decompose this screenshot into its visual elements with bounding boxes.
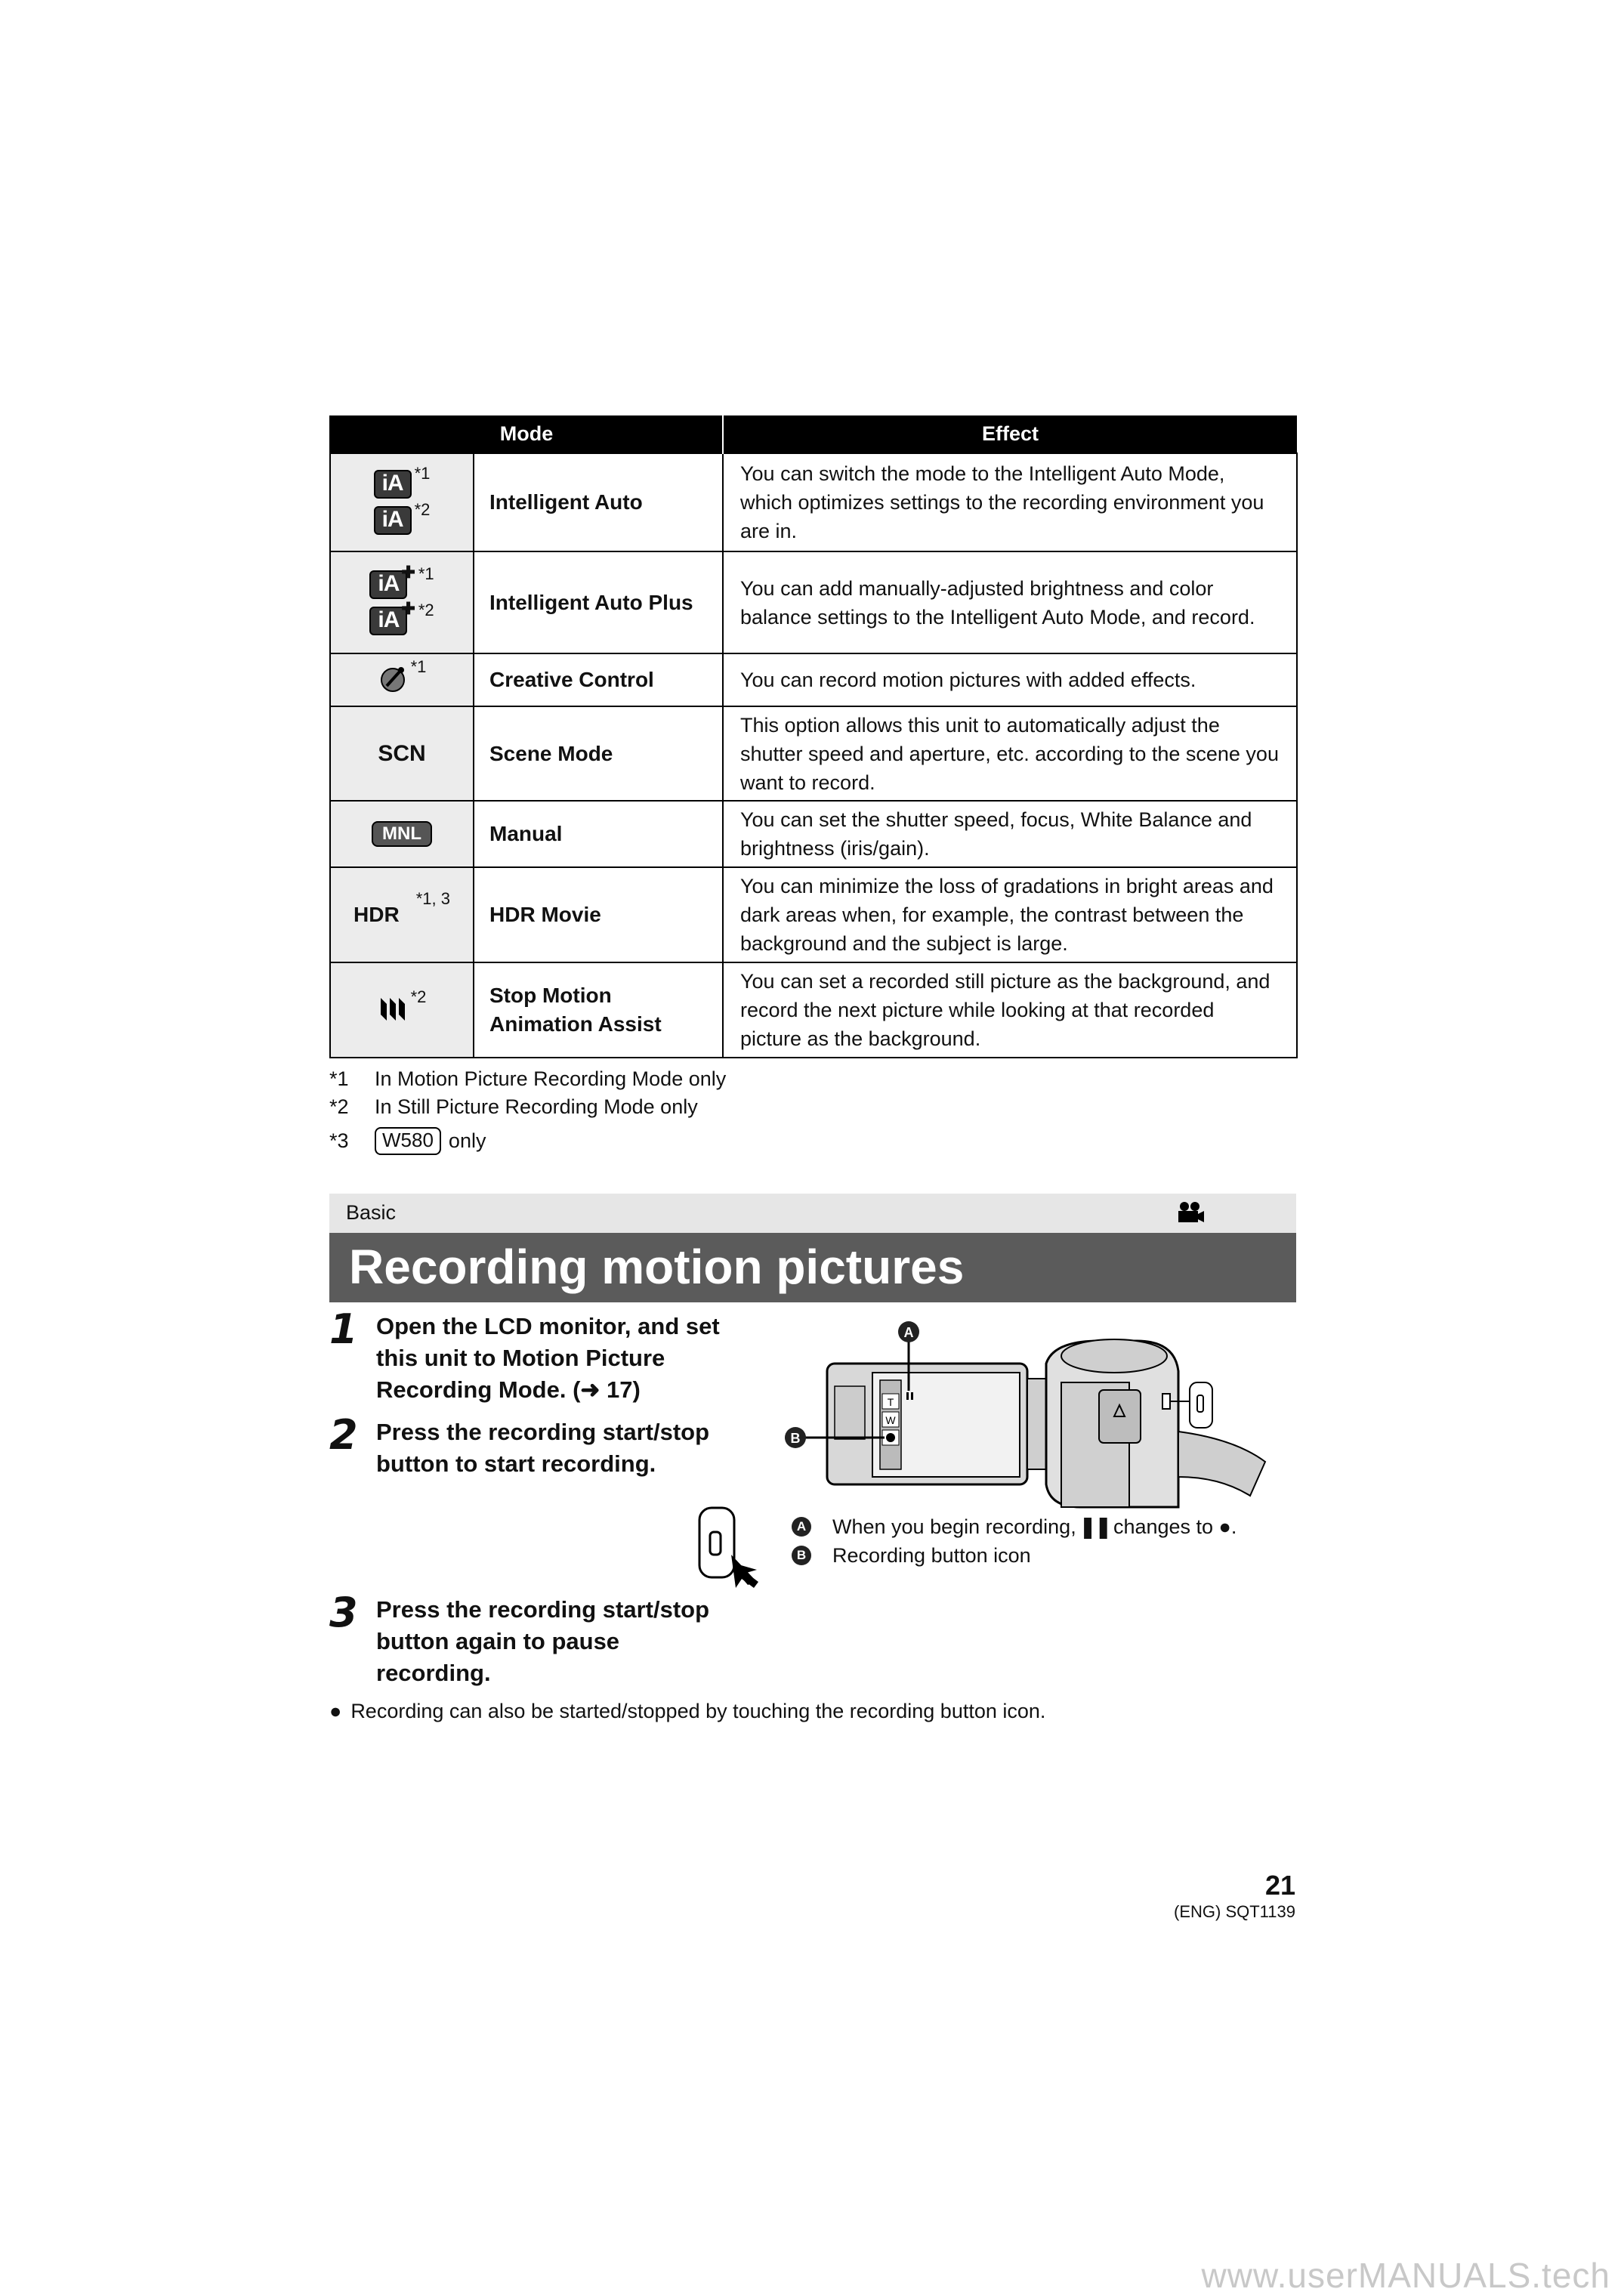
- badge-a: A: [792, 1517, 811, 1537]
- step-text: Open the LCD monitor, and set this unit to Motion Picture Recording Mode. (➜ 17): [376, 1313, 720, 1403]
- footnote-ref: *2: [418, 600, 434, 619]
- step-number: 2: [329, 1411, 358, 1459]
- intelligent-auto-photo-icon: iA: [374, 506, 412, 535]
- section-category-bar: [329, 1194, 1296, 1233]
- step-text: Press the recording start/stop button again to pause recording.: [376, 1596, 710, 1686]
- callout-b: [792, 1541, 1237, 1570]
- footnote: [329, 1093, 726, 1121]
- table-row: [330, 867, 1297, 962]
- zoom-w-label: W: [885, 1414, 896, 1426]
- illustration-callouts: [792, 1512, 1237, 1570]
- mode-effect: You can minimize the loss of gradations in bright areas and dark areas when, for example, the contrast between the background and the subject is large.: [723, 867, 1297, 962]
- step-1: [329, 1305, 769, 1406]
- step-text: Press the recording start/stop button to start recording.: [376, 1419, 710, 1477]
- table-row: [330, 962, 1297, 1058]
- footnote-ref: *1: [410, 656, 427, 676]
- mode-effect: You can set a recorded still picture as the background, and record the next picture while looking at that recorded picture as the background.: [723, 962, 1297, 1058]
- plus-icon: ✚: [401, 598, 415, 618]
- step-2: [329, 1411, 769, 1480]
- zoom-t-label: T: [887, 1396, 894, 1408]
- model-tag: W580: [375, 1127, 441, 1155]
- step-3: [329, 1589, 769, 1689]
- footnote-ref: *1: [414, 464, 431, 483]
- mode-icon-cell: [330, 653, 474, 706]
- footnote-text: In Motion Picture Recording Mode only: [375, 1067, 727, 1090]
- intelligent-auto-plus-photo-icon: iA: [369, 607, 407, 635]
- mode-name: Intelligent Auto Plus: [474, 551, 723, 653]
- callout-a-badge: A: [903, 1325, 914, 1340]
- callout-text: Recording button icon: [832, 1543, 1031, 1567]
- creative-control-icon: [378, 663, 408, 693]
- step-number: 1: [329, 1305, 358, 1353]
- mode-icon-cell: [330, 962, 474, 1058]
- intelligent-auto-icon: iA: [374, 470, 412, 499]
- mode-name-line: Stop Motion: [489, 984, 612, 1007]
- document-code: (ENG) SQT1139: [1174, 1902, 1295, 1921]
- table-row: [330, 551, 1297, 653]
- header-mode: Mode: [330, 415, 723, 453]
- section-title-bar: [329, 1233, 1296, 1302]
- plus-icon: ✚: [401, 562, 415, 582]
- mode-name: Intelligent Auto: [474, 453, 723, 551]
- mode-icon-cell: [330, 453, 474, 551]
- pause-icon: ❚❚: [1079, 1515, 1110, 1538]
- mode-effect: You can record motion pictures with added effects.: [723, 653, 1297, 706]
- page-title: Recording motion pictures: [349, 1240, 965, 1294]
- record-button-press-icon: [695, 1503, 770, 1590]
- record-button-icon: [886, 1433, 895, 1442]
- callout-text: When you begin recording,: [832, 1515, 1076, 1538]
- callout-text: changes to ●.: [1113, 1515, 1237, 1538]
- footnotes: [329, 1065, 726, 1155]
- header-effect: Effect: [723, 415, 1297, 453]
- note-text: Recording can also be started/stopped by touching the recording button icon.: [350, 1700, 1046, 1722]
- mode-name: HDR Movie: [474, 867, 723, 962]
- badge-b: B: [792, 1546, 811, 1565]
- motion-picture-icon: [1175, 1201, 1206, 1224]
- mode-effect: You can set the shutter speed, focus, White Balance and brightness (iris/gain).: [723, 801, 1297, 867]
- footnote-mark: *2: [329, 1095, 349, 1118]
- table-row: [330, 453, 1297, 551]
- footnote-ref: *2: [410, 987, 427, 1006]
- mode-name: Creative Control: [474, 653, 723, 706]
- footnote: [329, 1065, 726, 1093]
- camcorder-illustration: [782, 1318, 1273, 1522]
- watermark: www.userMANUALS.tech: [1201, 2256, 1610, 2295]
- footnote-ref: *1, 3: [415, 889, 450, 908]
- manual-mode-icon: MNL: [372, 821, 432, 847]
- footnote-mark: *1: [329, 1067, 349, 1090]
- callout-b-badge: B: [790, 1431, 801, 1446]
- mode-icon-cell: [330, 801, 474, 867]
- mode-icon-cell: [330, 706, 474, 801]
- table-row: [330, 801, 1297, 867]
- mode-effect: You can add manually-adjusted brightness and color balance settings to the Intelligent Auto Mode, and record.: [723, 551, 1297, 653]
- mode-table: [329, 415, 1298, 1058]
- mode-icon-cell: [330, 867, 474, 962]
- mode-name: Manual: [474, 801, 723, 867]
- hdr-movie-icon: HDR: [354, 903, 400, 926]
- scene-mode-icon: SCN: [378, 740, 426, 766]
- mode-name: [474, 962, 723, 1058]
- footnote-mark: *3: [329, 1129, 349, 1152]
- callout-a: [792, 1512, 1237, 1541]
- section-category: Basic: [346, 1201, 397, 1224]
- mode-effect: You can switch the mode to the Intelligent Auto Mode, which optimizes settings to the recording environment you are in.: [723, 453, 1297, 551]
- table-header-row: [330, 415, 1297, 453]
- note: [329, 1700, 1045, 1723]
- table-row: [330, 706, 1297, 801]
- page-number: 21: [1264, 1870, 1295, 1901]
- footnote: [329, 1127, 726, 1155]
- footnote-ref: *1: [418, 564, 434, 583]
- intelligent-auto-plus-icon: iA: [369, 570, 407, 599]
- table-row: [330, 653, 1297, 706]
- footnote-text: In Still Picture Recording Mode only: [375, 1095, 698, 1118]
- pause-icon: [906, 1392, 909, 1400]
- mode-name: Scene Mode: [474, 706, 723, 801]
- footnote-ref: *2: [414, 500, 431, 519]
- mode-icon-cell: [330, 551, 474, 653]
- stop-motion-icon: [378, 993, 408, 1024]
- step-number: 3: [329, 1589, 358, 1636]
- mode-name-line: Animation Assist: [489, 1012, 662, 1036]
- mode-effect: This option allows this unit to automatically adjust the shutter speed and aperture, etc. according to the scene you want to record.: [723, 706, 1297, 801]
- footnote-text: only: [448, 1129, 486, 1152]
- bullet-icon: ●: [329, 1700, 342, 1722]
